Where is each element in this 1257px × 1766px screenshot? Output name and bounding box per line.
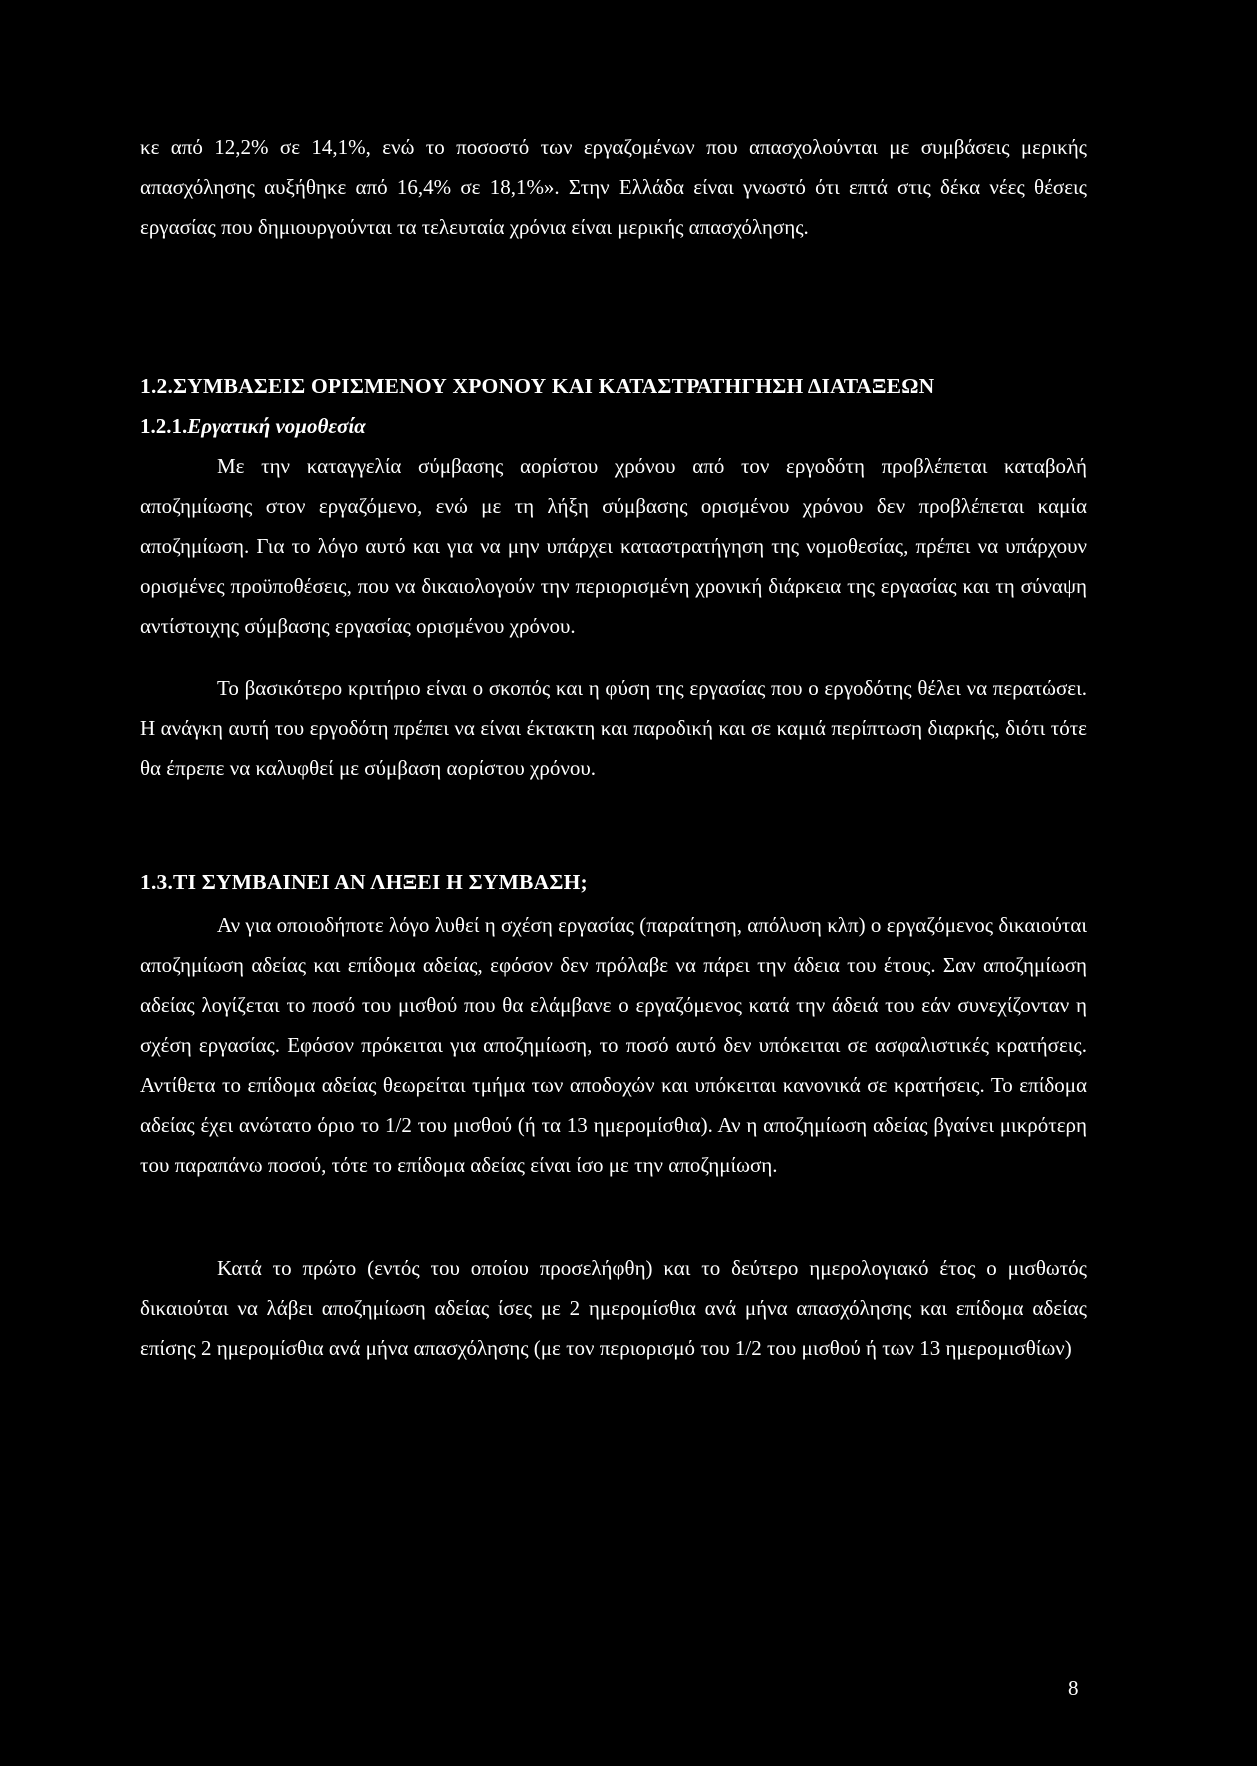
section-1-3-paragraph-2: Κατά το πρώτο (εντός του οποίου προσελήφθη) και το δεύτερο ημερολογιακό έτος ο μισθωτός δικαιούται να λάβει αποζημίωση αδείας ίσες με 2 ημερομίσθια ανά μήνα απασχόλησης και επίδομα αδείας επίσης 2 ημερομίσθια ανά μήνα απασχόλησης (με τον περιορισμό του 1/2 του μισθού ή των 13 ημερομισθίων) [140,1256,1087,1360]
section-1-2-paragraph-2: Το βασικότερο κριτήριο είναι ο σκοπός και η φύση της εργασίας που ο εργοδότης θέλει να περατώσει. Η ανάγκη αυτή του εργοδότη πρέπει να είναι έκτακτη και παροδική και σε καμιά περίπτωση διαρκής, διότι τότε θα έπρεπε να καλυφθεί με σύμβαση αορίστου χρόνου. [140,676,1087,780]
subsection-title: Εργατική νομοθεσία [187,414,366,438]
subsection-heading-1-2-1 [140,406,1087,446]
section-1-3-paragraph-1: Αν για οποιοδήποτε λόγο λυθεί η σχέση εργασίας (παραίτηση, απόλυση κλπ) ο εργαζόμενος δικαιούται αποζημίωση αδείας και επίδομα αδείας, εφόσον δεν πρόλαβε να πάρει την άδεια του έτους. Σαν αποζημίωση αδείας λογίζεται το ποσό του μισθού που θα ελάμβανε ο εργαζόμενος κατά την άδειά του εάν συνεχίζονταν η σχέση εργασίας. Εφόσον πρόκειται για αποζημίωση, το ποσό αυτό δεν υπόκειται σε ασφαλιστικές κρατήσεις. Αντίθετα το επίδομα αδείας θεωρείται τμήμα των αποδοχών και υπόκειται κανονικά σε κρατήσεις. Το επίδομα αδείας έχει ανώτατο όριο το 1/2 του μισθού (ή τα 13 ημερομίσθια). Αν η αποζημίωση αδείας βγαίνει μικρότερη του παραπάνω ποσού, τότε το επίδομα αδείας είναι ίσο με την αποζημίωση. [140,913,1087,1177]
subsection-number: 1.2.1. [140,414,188,438]
section-heading-1-2: 1.2.ΣΥΜΒΑΣΕΙΣ ΟΡΙΣΜΕΝΟΥ ΧΡΟΝΟΥ ΚΑΙ ΚΑΤΑΣΤΡΑΤΗΓΗΣΗ ΔΙΑΤΑΞΕΩΝ [140,374,935,398]
intro-paragraph: κε από 12,2% σε 14,1%, ενώ το ποσοστό των εργαζομένων που απασχολούνται με συμβάσεις μερικής απασχόλησης αυξήθηκε από 16,4% σε 18,1%». Στην Ελλάδα είναι γνωστό ότι επτά στις δέκα νέες θέσεις εργασίας που δημιουργούνται τα τελευταία χρόνια είναι μερικής απασχόλησης. [140,135,1087,239]
section-1-2-paragraph-1: Με την καταγγελία σύμβασης αορίστου χρόνου από τον εργοδότη προβλέπεται καταβολή αποζημίωσης στον εργαζόμενο, ενώ με τη λήξη σύμβασης ορισμένου χρόνου δεν προβλέπεται καμία αποζημίωση. Για το λόγο αυτό και για να μην υπάρχει καταστρατήγηση της νομοθεσίας, πρέπει να υπάρχουν ορισμένες προϋποθέσεις, που να δικαιολογούν την περιορισμένη χρονική διάρκεια της εργασίας και τη σύναψη αντίστοιχης σύμβασης εργασίας ορισμένου χρόνου. [140,454,1087,638]
section-heading-1-3: 1.3.ΤΙ ΣΥΜΒΑΙΝΕΙ ΑΝ ΛΗΞΕΙ Η ΣΥΜΒΑΣΗ; [140,870,588,894]
page-number: 8 [1068,1676,1079,1700]
